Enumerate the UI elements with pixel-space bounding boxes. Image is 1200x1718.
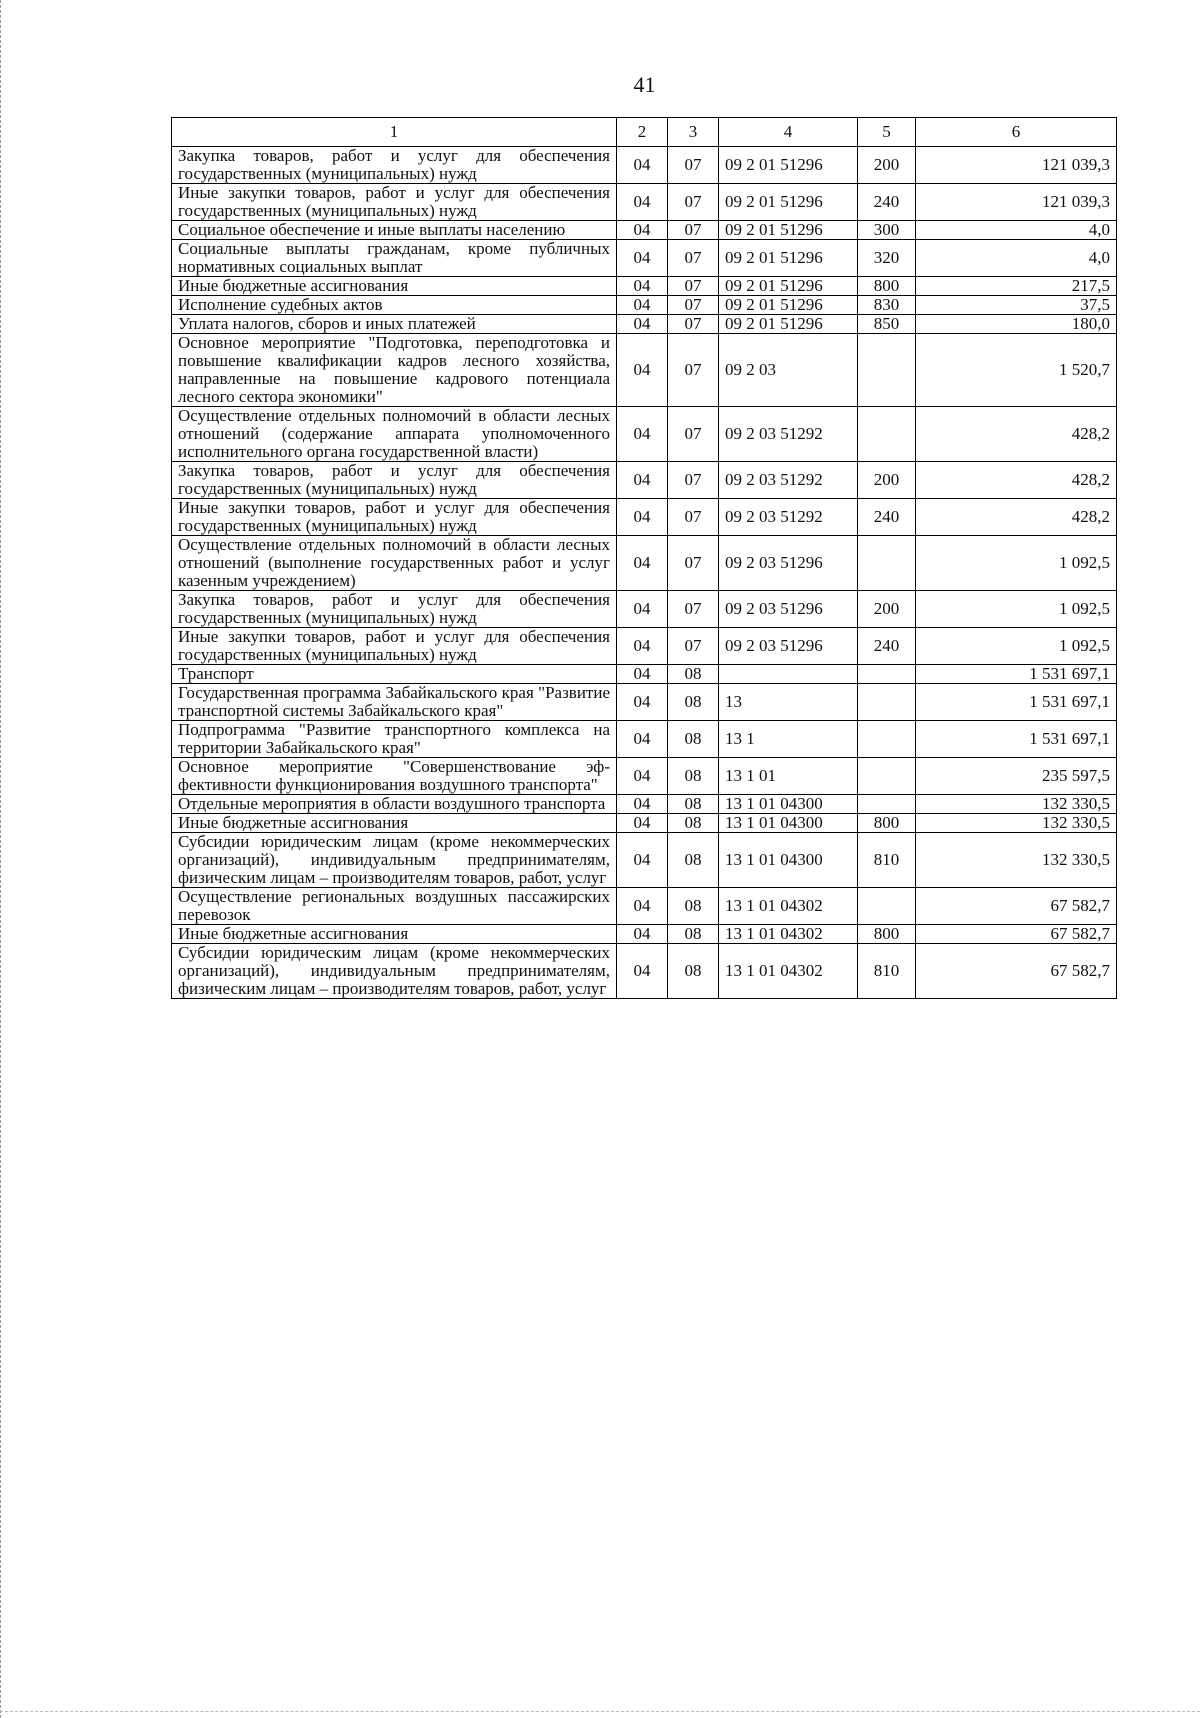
- table-row: [172, 591, 1117, 628]
- row-name-cell: Отдельные мероприятия в области воздушного транспорта: [172, 795, 617, 814]
- row-section-cell: 04: [617, 665, 668, 684]
- row-expense-type-cell: 240: [858, 184, 916, 221]
- row-amount-cell: 428,2: [916, 499, 1117, 536]
- row-name-cell: Исполнение судебных актов: [172, 296, 617, 315]
- row-expense-type-cell: [858, 795, 916, 814]
- row-subsection-cell: 07: [668, 499, 719, 536]
- row-amount-cell: 1 531 697,1: [916, 665, 1117, 684]
- row-expense-type-cell: 850: [858, 315, 916, 334]
- scan-edge-bottom: [0, 1711, 1200, 1712]
- row-target-code-cell: 13: [719, 684, 858, 721]
- row-amount-cell: 1 531 697,1: [916, 684, 1117, 721]
- table-row: [172, 277, 1117, 296]
- row-expense-type-cell: 200: [858, 462, 916, 499]
- row-expense-type-cell: 810: [858, 944, 916, 999]
- column-header-6: 6: [916, 118, 1117, 147]
- row-subsection-cell: 07: [668, 240, 719, 277]
- row-amount-cell: 132 330,5: [916, 814, 1117, 833]
- row-target-code-cell: 13 1 01 04302: [719, 925, 858, 944]
- row-target-code-cell: 13 1 01 04300: [719, 795, 858, 814]
- row-section-cell: 04: [617, 684, 668, 721]
- row-target-code-cell: 09 2 01 51296: [719, 315, 858, 334]
- row-target-code-cell: 09 2 03 51292: [719, 499, 858, 536]
- row-name-cell: Основное мероприятие "Подготовка, переподготовка и повышение квалификации кадров лесного хозяйства, направленные на повышение кадрового потенциала лесного сектора экономики": [172, 334, 617, 407]
- column-header-2: 2: [617, 118, 668, 147]
- row-section-cell: 04: [617, 296, 668, 315]
- row-subsection-cell: 07: [668, 147, 719, 184]
- row-subsection-cell: 07: [668, 591, 719, 628]
- row-name-cell: Закупка товаров, работ и услуг для обеспечения государственных (муниципальных) нужд: [172, 147, 617, 184]
- row-name-cell: Осуществление региональных воздушных пассажирских перевозок: [172, 888, 617, 925]
- row-expense-type-cell: [858, 334, 916, 407]
- row-target-code-cell: 09 2 03 51296: [719, 628, 858, 665]
- row-section-cell: 04: [617, 888, 668, 925]
- row-name-cell: Осуществление отдельных полномочий в области лесных отношений (выполнение государственных работ и услуг казенным учреждением): [172, 536, 617, 591]
- row-name-cell: Закупка товаров, работ и услуг для обеспечения государственных (муниципальных) нужд: [172, 591, 617, 628]
- row-section-cell: 04: [617, 795, 668, 814]
- row-section-cell: 04: [617, 499, 668, 536]
- row-target-code-cell: 09 2 03 51292: [719, 407, 858, 462]
- row-amount-cell: 67 582,7: [916, 925, 1117, 944]
- row-target-code-cell: 09 2 01 51296: [719, 240, 858, 277]
- row-name-cell: Осуществление отдельных полномочий в области лесных отношений (содержание аппарата уполномоченного исполнительного органа государственной власти): [172, 407, 617, 462]
- row-section-cell: 04: [617, 147, 668, 184]
- table-row: [172, 758, 1117, 795]
- row-target-code-cell: 13 1: [719, 721, 858, 758]
- row-amount-cell: 4,0: [916, 221, 1117, 240]
- row-subsection-cell: 07: [668, 628, 719, 665]
- row-target-code-cell: 13 1 01: [719, 758, 858, 795]
- scan-edge-left: [0, 0, 3, 1718]
- table-row: [172, 499, 1117, 536]
- row-name-cell: Социальное обеспечение и иные выплаты населению: [172, 221, 617, 240]
- row-section-cell: 04: [617, 315, 668, 334]
- row-target-code-cell: 09 2 03 51292: [719, 462, 858, 499]
- table-row: [172, 315, 1117, 334]
- row-amount-cell: 428,2: [916, 407, 1117, 462]
- table-row: [172, 334, 1117, 407]
- row-target-code-cell: 09 2 03 51296: [719, 536, 858, 591]
- row-section-cell: 04: [617, 814, 668, 833]
- table-row: [172, 833, 1117, 888]
- row-name-cell: Социальные выплаты гражданам, кроме публичных нормативных социальных выплат: [172, 240, 617, 277]
- row-name-cell: Подпрограмма "Развитие транспортного комплекса на территории Забайкальского края": [172, 721, 617, 758]
- row-amount-cell: 67 582,7: [916, 888, 1117, 925]
- row-name-cell: Уплата налогов, сборов и иных платежей: [172, 315, 617, 334]
- row-amount-cell: 121 039,3: [916, 147, 1117, 184]
- row-subsection-cell: 08: [668, 888, 719, 925]
- row-section-cell: 04: [617, 536, 668, 591]
- row-subsection-cell: 08: [668, 758, 719, 795]
- row-expense-type-cell: 200: [858, 591, 916, 628]
- row-section-cell: 04: [617, 591, 668, 628]
- row-expense-type-cell: [858, 407, 916, 462]
- table-row: [172, 536, 1117, 591]
- row-amount-cell: 1 531 697,1: [916, 721, 1117, 758]
- row-expense-type-cell: 300: [858, 221, 916, 240]
- row-target-code-cell: 09 2 01 51296: [719, 221, 858, 240]
- row-subsection-cell: 07: [668, 184, 719, 221]
- row-section-cell: 04: [617, 221, 668, 240]
- table-row: [172, 240, 1117, 277]
- table-row: [172, 147, 1117, 184]
- row-expense-type-cell: 810: [858, 833, 916, 888]
- row-amount-cell: 4,0: [916, 240, 1117, 277]
- row-name-cell: Иные закупки товаров, работ и услуг для обеспечения государственных (муниципальных) нужд: [172, 628, 617, 665]
- table-row: [172, 296, 1117, 315]
- row-target-code-cell: [719, 665, 858, 684]
- row-expense-type-cell: 800: [858, 814, 916, 833]
- row-section-cell: 04: [617, 462, 668, 499]
- table-row: [172, 184, 1117, 221]
- table-row: [172, 221, 1117, 240]
- row-name-cell: Иные бюджетные ассигнования: [172, 277, 617, 296]
- row-amount-cell: 37,5: [916, 296, 1117, 315]
- row-section-cell: 04: [617, 944, 668, 999]
- page-number: 41: [633, 72, 656, 97]
- row-name-cell: Иные бюджетные ассигнования: [172, 814, 617, 833]
- row-subsection-cell: 07: [668, 221, 719, 240]
- row-subsection-cell: 08: [668, 925, 719, 944]
- row-expense-type-cell: 320: [858, 240, 916, 277]
- column-header-3: 3: [668, 118, 719, 147]
- table-row: [172, 888, 1117, 925]
- row-name-cell: Иные закупки товаров, работ и услуг для обеспечения государственных (муниципальных) нужд: [172, 499, 617, 536]
- row-target-code-cell: 09 2 01 51296: [719, 277, 858, 296]
- table-row: [172, 628, 1117, 665]
- row-name-cell: Основное мероприятие "Совершенствование эффективности функционирования воздушного транспорта": [172, 758, 617, 795]
- row-expense-type-cell: 240: [858, 499, 916, 536]
- budget-table: [171, 117, 1117, 999]
- row-amount-cell: 1 092,5: [916, 536, 1117, 591]
- row-name-cell: Иные закупки товаров, работ и услуг для обеспечения государственных (муниципальных) нужд: [172, 184, 617, 221]
- table-row: [172, 407, 1117, 462]
- row-subsection-cell: 07: [668, 462, 719, 499]
- row-target-code-cell: 13 1 01 04302: [719, 888, 858, 925]
- row-section-cell: 04: [617, 758, 668, 795]
- table-row: [172, 684, 1117, 721]
- row-subsection-cell: 08: [668, 684, 719, 721]
- column-header-5: 5: [858, 118, 916, 147]
- row-target-code-cell: 09 2 01 51296: [719, 184, 858, 221]
- row-amount-cell: 132 330,5: [916, 833, 1117, 888]
- table-row: [172, 814, 1117, 833]
- row-subsection-cell: 07: [668, 277, 719, 296]
- table-row: [172, 795, 1117, 814]
- row-subsection-cell: 08: [668, 665, 719, 684]
- column-header-4: 4: [719, 118, 858, 147]
- row-expense-type-cell: 240: [858, 628, 916, 665]
- table-row: [172, 665, 1117, 684]
- row-section-cell: 04: [617, 721, 668, 758]
- row-section-cell: 04: [617, 277, 668, 296]
- row-section-cell: 04: [617, 628, 668, 665]
- row-subsection-cell: 07: [668, 296, 719, 315]
- row-amount-cell: 180,0: [916, 315, 1117, 334]
- row-amount-cell: 1 092,5: [916, 591, 1117, 628]
- table-header-row: [172, 118, 1117, 147]
- row-expense-type-cell: 800: [858, 277, 916, 296]
- row-name-cell: Субсидии юридическим лицам (кроме некоммерческих организаций), индивидуальным предпринимателям, физическим лицам – производителям товаров, работ, услуг: [172, 833, 617, 888]
- row-amount-cell: 121 039,3: [916, 184, 1117, 221]
- row-amount-cell: 67 582,7: [916, 944, 1117, 999]
- row-amount-cell: 428,2: [916, 462, 1117, 499]
- row-expense-type-cell: 830: [858, 296, 916, 315]
- row-expense-type-cell: [858, 721, 916, 758]
- table-row: [172, 925, 1117, 944]
- table-row: [172, 721, 1117, 758]
- row-expense-type-cell: [858, 758, 916, 795]
- row-subsection-cell: 08: [668, 814, 719, 833]
- row-amount-cell: 1 092,5: [916, 628, 1117, 665]
- table-row: [172, 462, 1117, 499]
- row-subsection-cell: 07: [668, 407, 719, 462]
- row-name-cell: Транспорт: [172, 665, 617, 684]
- row-subsection-cell: 07: [668, 315, 719, 334]
- row-name-cell: Государственная программа Забайкальского края "Развитие транспортной системы Забайкальского края": [172, 684, 617, 721]
- row-subsection-cell: 08: [668, 944, 719, 999]
- row-amount-cell: 1 520,7: [916, 334, 1117, 407]
- row-expense-type-cell: [858, 665, 916, 684]
- row-target-code-cell: 09 2 01 51296: [719, 147, 858, 184]
- column-header-1: 1: [172, 118, 617, 147]
- row-subsection-cell: 08: [668, 833, 719, 888]
- row-name-cell: Субсидии юридическим лицам (кроме некоммерческих организаций), индивидуальным предпринимателям, физическим лицам – производителям товаров, работ, услуг: [172, 944, 617, 999]
- row-expense-type-cell: [858, 536, 916, 591]
- row-section-cell: 04: [617, 925, 668, 944]
- row-section-cell: 04: [617, 184, 668, 221]
- row-section-cell: 04: [617, 334, 668, 407]
- row-target-code-cell: 09 2 01 51296: [719, 296, 858, 315]
- row-target-code-cell: 13 1 01 04300: [719, 833, 858, 888]
- row-target-code-cell: 09 2 03 51296: [719, 591, 858, 628]
- row-target-code-cell: 13 1 01 04300: [719, 814, 858, 833]
- row-expense-type-cell: [858, 888, 916, 925]
- row-target-code-cell: 13 1 01 04302: [719, 944, 858, 999]
- row-name-cell: Иные бюджетные ассигнования: [172, 925, 617, 944]
- row-amount-cell: 132 330,5: [916, 795, 1117, 814]
- row-expense-type-cell: [858, 684, 916, 721]
- row-section-cell: 04: [617, 407, 668, 462]
- row-amount-cell: 235 597,5: [916, 758, 1117, 795]
- row-section-cell: 04: [617, 833, 668, 888]
- row-section-cell: 04: [617, 240, 668, 277]
- row-target-code-cell: 09 2 03: [719, 334, 858, 407]
- row-name-cell: Закупка товаров, работ и услуг для обеспечения государственных (муниципальных) нужд: [172, 462, 617, 499]
- row-expense-type-cell: 800: [858, 925, 916, 944]
- row-amount-cell: 217,5: [916, 277, 1117, 296]
- row-subsection-cell: 08: [668, 795, 719, 814]
- row-expense-type-cell: 200: [858, 147, 916, 184]
- row-subsection-cell: 07: [668, 334, 719, 407]
- row-subsection-cell: 08: [668, 721, 719, 758]
- row-subsection-cell: 07: [668, 536, 719, 591]
- table-row: [172, 944, 1117, 999]
